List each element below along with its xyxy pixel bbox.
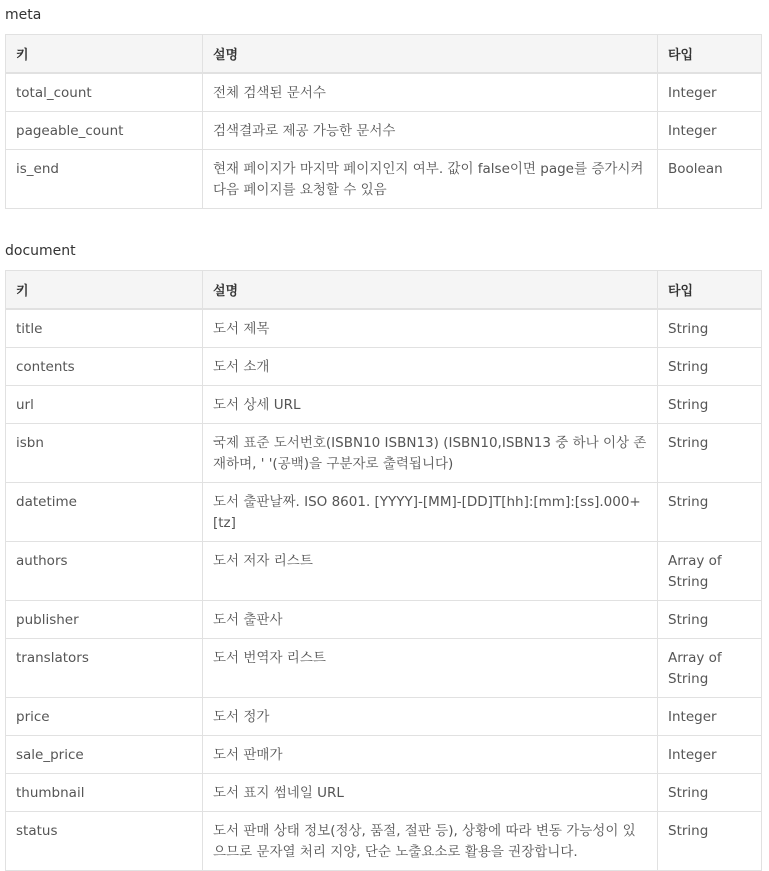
field-description: 도서 출판날짜. ISO 8601. [YYYY]-[MM]-[DD]T[hh]:[mm]:[ss].000+[tz]: [203, 483, 658, 542]
field-type: Integer: [658, 698, 762, 736]
field-type: String: [658, 812, 762, 871]
document-table-header-row: [6, 271, 762, 310]
table-row: [6, 386, 762, 424]
column-header-type: 타입: [658, 271, 762, 310]
table-row: [6, 424, 762, 483]
field-description: 도서 정가: [203, 698, 658, 736]
field-description: 도서 판매 상태 정보(정상, 품절, 절판 등), 상황에 따라 변동 가능성이 있으므로 문자열 처리 지양, 단순 노출요소로 활용을 권장합니다.: [203, 812, 658, 871]
field-type: Integer: [658, 112, 762, 150]
field-description: 국제 표준 도서번호(ISBN10 ISBN13) (ISBN10,ISBN13 중 하나 이상 존재하며, ' '(공백)을 구분자로 출력됩니다): [203, 424, 658, 483]
table-row: [6, 73, 762, 112]
column-header-type: 타입: [658, 35, 762, 74]
field-description: 도서 번역자 리스트: [203, 639, 658, 698]
field-description: 현재 페이지가 마지막 페이지인지 여부. 값이 false이면 page를 증가시켜 다음 페이지를 요청할 수 있음: [203, 150, 658, 209]
field-type: String: [658, 309, 762, 348]
field-key: price: [6, 698, 203, 736]
field-description: 도서 표지 썸네일 URL: [203, 774, 658, 812]
column-header-key: 키: [6, 271, 203, 310]
field-type: Array of String: [658, 639, 762, 698]
field-key: url: [6, 386, 203, 424]
field-key: publisher: [6, 601, 203, 639]
table-row: [6, 483, 762, 542]
table-row: [6, 774, 762, 812]
table-row: [6, 812, 762, 871]
document-table: [5, 270, 762, 871]
field-key: title: [6, 309, 203, 348]
field-type: Array of String: [658, 542, 762, 601]
field-key: isbn: [6, 424, 203, 483]
field-key: total_count: [6, 73, 203, 112]
field-type: String: [658, 386, 762, 424]
column-header-description: 설명: [203, 271, 658, 310]
field-key: thumbnail: [6, 774, 203, 812]
table-row: [6, 309, 762, 348]
field-description: 도서 소개: [203, 348, 658, 386]
field-description: 검색결과로 제공 가능한 문서수: [203, 112, 658, 150]
field-description: 도서 제목: [203, 309, 658, 348]
field-type: String: [658, 483, 762, 542]
table-row: [6, 698, 762, 736]
table-row: [6, 542, 762, 601]
field-key: datetime: [6, 483, 203, 542]
table-row: [6, 601, 762, 639]
field-key: pageable_count: [6, 112, 203, 150]
document-section-title: document: [5, 243, 76, 259]
field-description: 도서 상세 URL: [203, 386, 658, 424]
field-key: authors: [6, 542, 203, 601]
table-row: [6, 736, 762, 774]
field-type: Integer: [658, 736, 762, 774]
field-type: Integer: [658, 73, 762, 112]
field-description: 도서 저자 리스트: [203, 542, 658, 601]
field-description: 도서 출판사: [203, 601, 658, 639]
table-row: [6, 112, 762, 150]
table-row: [6, 150, 762, 209]
field-key: sale_price: [6, 736, 203, 774]
field-description: 전체 검색된 문서수: [203, 73, 658, 112]
field-type: String: [658, 424, 762, 483]
field-key: is_end: [6, 150, 203, 209]
meta-section-title: meta: [5, 7, 42, 23]
field-type: String: [658, 774, 762, 812]
field-key: contents: [6, 348, 203, 386]
column-header-key: 키: [6, 35, 203, 74]
field-key: status: [6, 812, 203, 871]
field-description: 도서 판매가: [203, 736, 658, 774]
table-row: [6, 348, 762, 386]
column-header-description: 설명: [203, 35, 658, 74]
meta-table: [5, 34, 762, 209]
field-key: translators: [6, 639, 203, 698]
section-spacer: [0, 209, 769, 237]
table-row: [6, 639, 762, 698]
field-type: String: [658, 348, 762, 386]
meta-table-header-row: [6, 35, 762, 74]
field-type: String: [658, 601, 762, 639]
field-type: Boolean: [658, 150, 762, 209]
